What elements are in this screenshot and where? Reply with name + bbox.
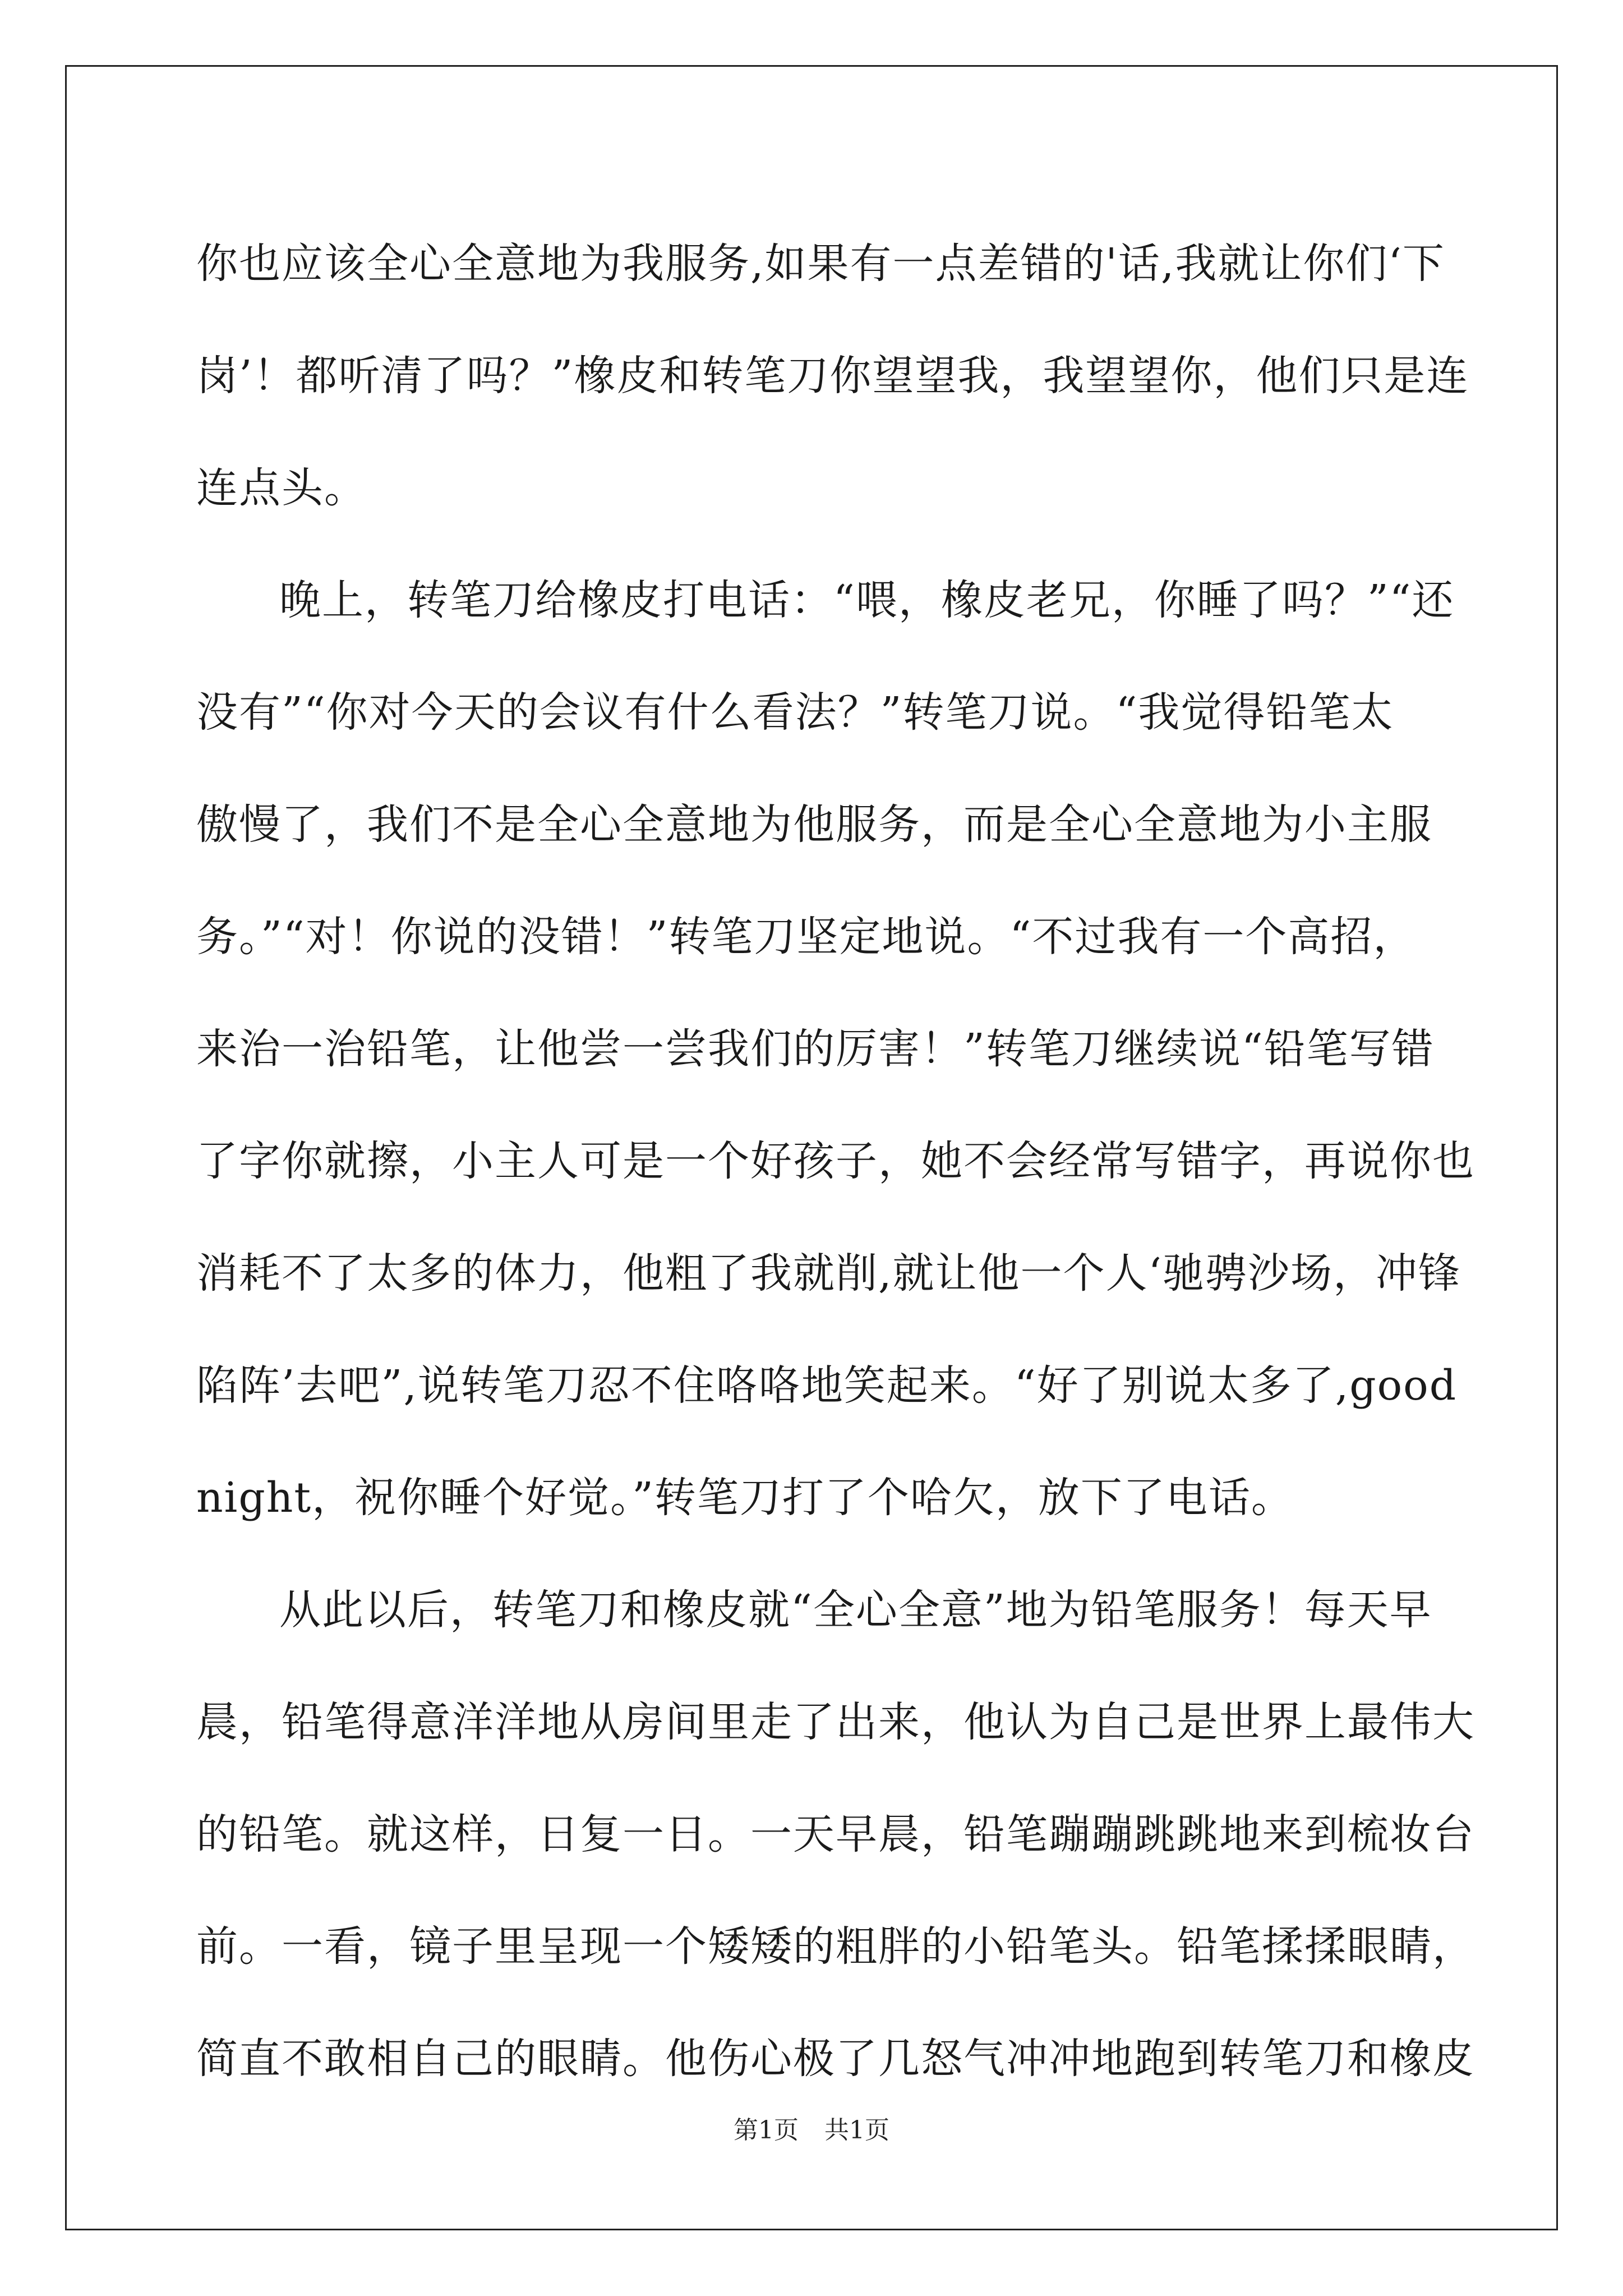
text-line: 连点头。 bbox=[196, 464, 367, 512]
text-line: 务。”“对！你说的没错！”转笔刀坚定地说。“不过我有一个高招， bbox=[196, 913, 1416, 961]
text-line: 晨，铅笔得意洋洋地从房间里走了出来，他认为自己是世界上最伟大 bbox=[196, 1698, 1475, 1746]
text-line: 岗’！都听清了吗？”橡皮和转笔刀你望望我，我望望你，他们只是连 bbox=[196, 352, 1469, 400]
page-total: 共1页 bbox=[824, 2116, 889, 2145]
page-footer bbox=[0, 2114, 1623, 2147]
text-line: 陷阵’去吧”,说转笔刀忍不住咯咯地笑起来。“好了别说太多了,good bbox=[196, 1361, 1458, 1410]
text-line: 傲慢了，我们不是全心全意地为他服务，而是全心全意地为小主服 bbox=[196, 800, 1432, 849]
document-body bbox=[196, 208, 1475, 2115]
paragraph-start-line: 从此以后，转笔刀和橡皮就“全心全意”地为铅笔服务！每天早 bbox=[279, 1586, 1432, 1634]
text-line: 前。一看，镜子里呈现一个矮矮的粗胖的小铅笔头。铅笔揉揉眼睛， bbox=[196, 1922, 1475, 1971]
text-line: 的铅笔。就这样，日复一日。一天早晨，铅笔蹦蹦跳跳地来到梳妆台 bbox=[196, 1810, 1475, 1858]
text-line: 了字你就擦，小主人可是一个好孩子，她不会经常写错字，再说你也 bbox=[196, 1137, 1475, 1185]
text-line: 没有”“你对今天的会议有什么看法？”转笔刀说。“我觉得铅笔太 bbox=[196, 688, 1394, 737]
paragraph-start-line: 晚上，转笔刀给橡皮打电话：“喂，橡皮老兄，你睡了吗？”“还 bbox=[279, 576, 1455, 624]
text-line: 你也应该全心全意地为我服务,如果有一点差错的'话,我就让你们‘下 bbox=[196, 240, 1445, 288]
page-number: 第1页 bbox=[734, 2116, 799, 2145]
text-line: night，祝你睡个好觉。”转笔刀打了个哈欠，放下了电话。 bbox=[196, 1474, 1294, 1522]
text-line: 简直不敢相自己的眼睛。他伤心极了几怒气冲冲地跑到转笔刀和橡皮 bbox=[196, 2035, 1475, 2083]
text-line: 来治一治铅笔，让他尝一尝我们的厉害！”转笔刀继续说“铅笔写错 bbox=[196, 1025, 1435, 1073]
text-line: 消耗不了太多的体力，他粗了我就削,就让他一个人‘驰骋沙场，冲锋 bbox=[196, 1249, 1461, 1297]
